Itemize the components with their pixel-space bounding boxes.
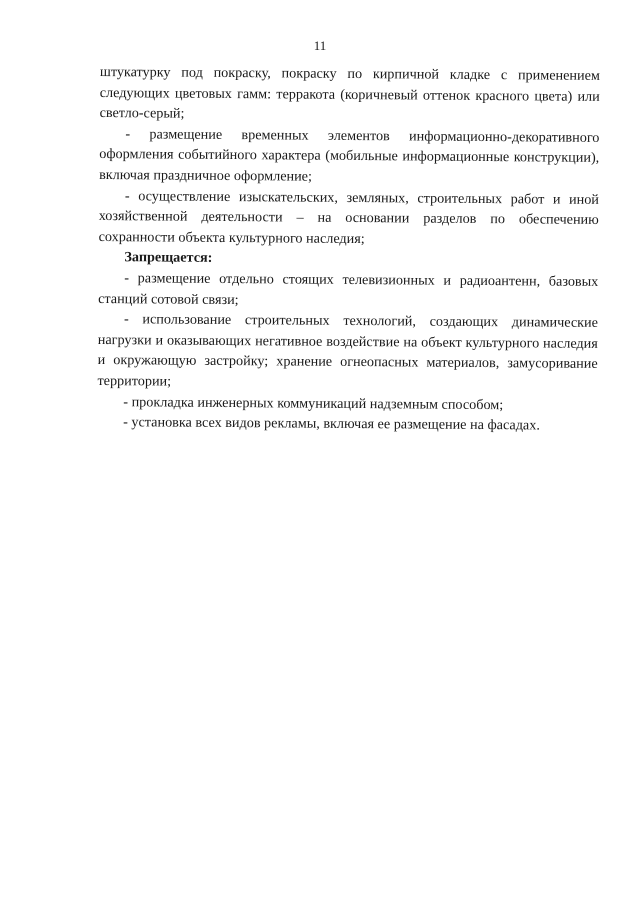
prohibited-heading: Запрещается: — [124, 249, 213, 267]
paragraph-survey-works: - осуществление изыскательских, земляных, строительных работ и иной хозяйственной деятельности – на основании разделов по обеспечению сохранности объекта культурного наследия; — [98, 187, 599, 247]
prohibited-item-advertising: - установка всех видов рекламы, включая ее размещение на фасадах. — [123, 414, 540, 434]
paragraph-facade-colors: штукатурку под покраску, покраску по кирпичной кладке с применением следующих цветовых гамм: терракота (коричневый оттенок красного цвета) или светло-серый; — [99, 63, 600, 122]
prohibited-item-antennas: - размещение отдельно стоящих телевизионных и радиоантенн, базовых станций сотовой связи; — [98, 270, 599, 308]
document-body — [97, 62, 600, 437]
page-number: 11 — [313, 38, 327, 53]
prohibited-item-technologies: - использование строительных технологий, создающих динамические нагрузки и оказывающих негативное воздействие на объект культурного наследия и окружающую застройку; хранение огнеопасных материалов, замусоривание территории; — [97, 311, 599, 390]
prohibited-item-communications: - прокладка инженерных коммуникаций надземным способом; — [123, 393, 504, 413]
paragraph-temporary-elements: - размещение временных элементов информационно-декоративного оформления событийного характера (мобильные информационные конструкции), включая праздничное оформление; — [99, 125, 600, 185]
